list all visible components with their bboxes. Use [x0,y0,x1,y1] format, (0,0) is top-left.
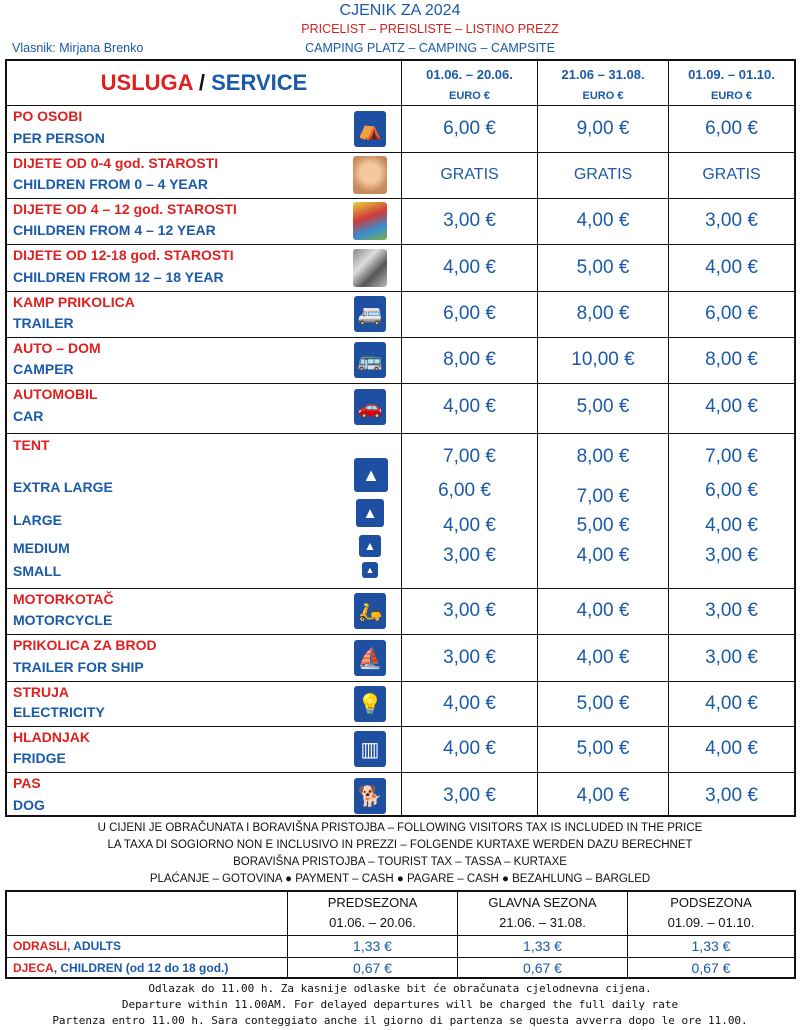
scooter-icon: 🛵 [354,593,386,629]
boat-trailer-icon: ⛵ [354,640,386,676]
service-label-en: CAMPER [13,361,74,377]
price-cell: 4,00 € [576,210,630,231]
price-cell: 3,00 € [705,600,758,621]
service-row [7,291,794,337]
price-cell: 4,00 € [443,396,496,417]
departure-note-hr: Odlazak do 11.00 h. Za kasnije odlaske bit će obračunata cjelodnevna cijena. [148,982,652,995]
service-row [7,383,794,430]
tent-row [7,433,794,588]
price-cell: 3,00 € [443,545,496,566]
price-cell: 8,00 € [576,446,630,467]
price-cell: 4,00 € [705,693,758,714]
service-label-en: CHILDREN FROM 4 – 12 YEAR [13,222,216,238]
price-cell: 6,00 € [705,303,758,324]
departure-note-en: Departure within 11.00AM. For delayed departures will be charged the full daily rate [121,998,679,1011]
price-cell: 4,00 € [576,647,630,668]
price-cell: GRATIS [702,166,761,183]
price-table [5,59,796,817]
service-label-hr: PO OSOBI [13,108,83,124]
service-label-en: MOTORCYCLE [13,612,113,628]
price-cell: 5,00 € [576,257,630,278]
price-cell: 4,00 € [576,600,630,621]
price-cell: 4,00 € [443,693,496,714]
price-cell: 8,00 € [443,349,496,370]
price-cell: 6,00 € [443,118,496,139]
price-cell: 3,00 € [705,785,758,806]
service-label-hr: DIJETE OD 12-18 god. STAROSTI [13,247,234,263]
price-cell: 4,00 € [443,515,496,536]
price-cell: 5,00 € [576,515,630,536]
tax-note: LA TAXA DI SOGIORNO NON E INCLUSIVO IN PREZZI – FOLGENDE KURTAXE WERDEN DAZU BERECHNET [107,839,693,851]
price-cell: 4,00 € [443,738,496,759]
price-cell: 10,00 € [571,349,635,370]
tent-l-icon: ▲ [356,499,384,527]
price-cell: 6,00 € [438,480,491,501]
tent-s-icon: ▲ [362,562,378,578]
season-header: GLAVNA SEZONA 21.06. – 31.08. [488,895,597,930]
price-cell: 8,00 € [576,303,630,324]
price-cell: GRATIS [573,166,633,183]
person-icon: ⛺ [354,111,386,147]
service-label-en: TRAILER FOR SHIP [13,659,144,675]
service-row [7,337,794,383]
service-row [7,772,794,819]
price-cell: 5,00 € [576,396,630,417]
service-row [7,198,794,244]
tax-value: 1,33 € [523,938,562,954]
price-cell: 4,00 € [705,738,758,759]
service-row [7,244,794,291]
service-label-hr: DIJETE OD 4 – 12 god. STAROSTI [13,201,237,217]
tax-value: 1,33 € [691,938,731,954]
tax-value: 0,67 € [523,960,562,976]
teens-photo-icon [353,249,387,287]
price-cell: 6,00 € [705,118,758,139]
camper-icon: 🚌 [354,342,386,378]
price-cell: 5,00 € [576,738,630,759]
car-icon: 🚗 [354,389,386,425]
tax-note: BORAVIŠNA PRISTOJBA – TOURIST TAX – TASSA – KURTAXE [233,856,567,868]
price-cell: 3,00 € [705,545,758,566]
tax-value: 1,33 € [353,938,392,954]
tax-value: 0,67 € [691,960,731,976]
service-label-hr: AUTO – DOM [13,340,101,356]
period-header-post: 01.09. – 01.10. EURO € [688,67,775,102]
service-row [7,105,794,152]
price-cell: 3,00 € [705,647,758,668]
service-label-hr: DIJETE OD 0-4 god. STAROSTI [13,155,219,171]
service-label-en: PER PERSON [13,130,105,146]
service-row [7,726,794,772]
tent-m-icon: ▲ [359,535,381,557]
price-cell: 7,00 € [576,486,630,507]
tourist-tax-table [5,890,796,979]
service-label-en: CHILDREN FROM 0 – 4 YEAR [13,176,208,192]
season-header: PREDSEZONA 01.06. – 20.06. [327,895,418,930]
campsite-subtitle: CAMPING PLATZ – CAMPING – CAMPSITE [305,41,555,55]
lightbulb-icon: 💡 [354,686,386,722]
service-label-hr: HLADNJAK [13,729,90,745]
caravan-icon: 🚐 [354,296,386,332]
service-label-en: DOG [13,797,45,813]
price-cell: 3,00 € [443,647,496,668]
service-label-en: FRIDGE [13,750,66,766]
tent-size-label: MEDIUM [13,540,70,556]
price-cell: 7,00 € [443,446,496,467]
price-cell: 5,00 € [576,693,630,714]
price-cell: 8,00 € [705,349,758,370]
tent-size-label: EXTRA LARGE [13,479,113,495]
service-row [7,152,794,198]
price-cell: 4,00 € [705,396,758,417]
service-row [7,681,794,726]
price-cell: 6,00 € [705,480,758,501]
season-header: PODSEZONA 01.09. – 01.10. [667,895,755,930]
service-label-en: CHILDREN FROM 12 – 18 YEAR [13,269,224,285]
price-cell: 3,00 € [443,210,496,231]
tax-note: U CIJENI JE OBRAČUNATA I BORAVIŠNA PRISTOJBA – FOLLOWING VISITORS TAX IS INCLUDED IN THE PRICE [97,822,703,834]
tent-xl-icon: ▲ [354,458,388,492]
price-cell: GRATIS [440,166,499,183]
payment-note: PLAĆANJE – GOTOVINA ● PAYMENT – CASH ● PAGARE – CASH ● BEZAHLUNG – BARGLED [149,873,651,885]
price-cell: 4,00 € [576,785,630,806]
service-heading: USLUGA / SERVICE [100,70,308,95]
price-cell: 3,00 € [443,600,496,621]
service-label-en: TRAILER [13,315,74,331]
service-row [7,634,794,681]
pricelist-subtitle: PRICELIST – PREISLISTE – LISTINO PREZZ [301,22,559,36]
price-cell: 4,00 € [576,545,630,566]
departure-note-it: Partenza entro 11.00 h. Sara conteggiato anche il giorno di partenza se questa avverra dopo le ore 11.00. [52,1014,748,1027]
children-label: DJECA, CHILDREN (od 12 do 18 god.) [13,961,229,975]
service-label-en: ELECTRICITY [13,704,105,720]
period-header-main: 21.06 – 31.08. EURO € [561,67,645,102]
dog-icon: 🐕 [354,778,386,814]
service-label-hr: STRUJA [13,684,70,700]
tent-size-label: SMALL [13,563,62,579]
adults-label: ODRASLI, ADULTS [13,939,122,953]
price-cell: 3,00 € [443,785,496,806]
fridge-icon: ▥ [354,731,386,767]
service-label-hr: PRIKOLICA ZA BROD [13,637,157,653]
price-cell: 4,00 € [705,515,758,536]
service-label-hr: AUTOMOBIL [13,386,98,402]
tent-size-label: LARGE [13,512,62,528]
price-cell: 9,00 € [576,118,630,139]
service-label-hr: PAS [13,775,41,791]
price-cell: 4,00 € [705,257,758,278]
price-cell: 6,00 € [443,303,496,324]
page-title: CJENIK ZA 2024 [339,2,461,19]
baby-photo-icon [353,156,387,194]
price-cell: 4,00 € [443,257,496,278]
service-row [7,588,794,634]
tax-value: 0,67 € [353,960,392,976]
period-header-pre: 01.06. – 20.06. EURO € [426,67,513,102]
service-label-hr: MOTORKOTAČ [13,591,114,607]
children-photo-icon [353,202,387,240]
service-label-hr: KAMP PRIKOLICA [13,294,135,310]
owner-label: Vlasnik: Mirjana Brenko [12,41,144,55]
price-cell: 3,00 € [705,210,758,231]
price-cell: 7,00 € [705,446,758,467]
tent-label: TENT [13,437,50,453]
service-label-en: CAR [13,408,44,424]
